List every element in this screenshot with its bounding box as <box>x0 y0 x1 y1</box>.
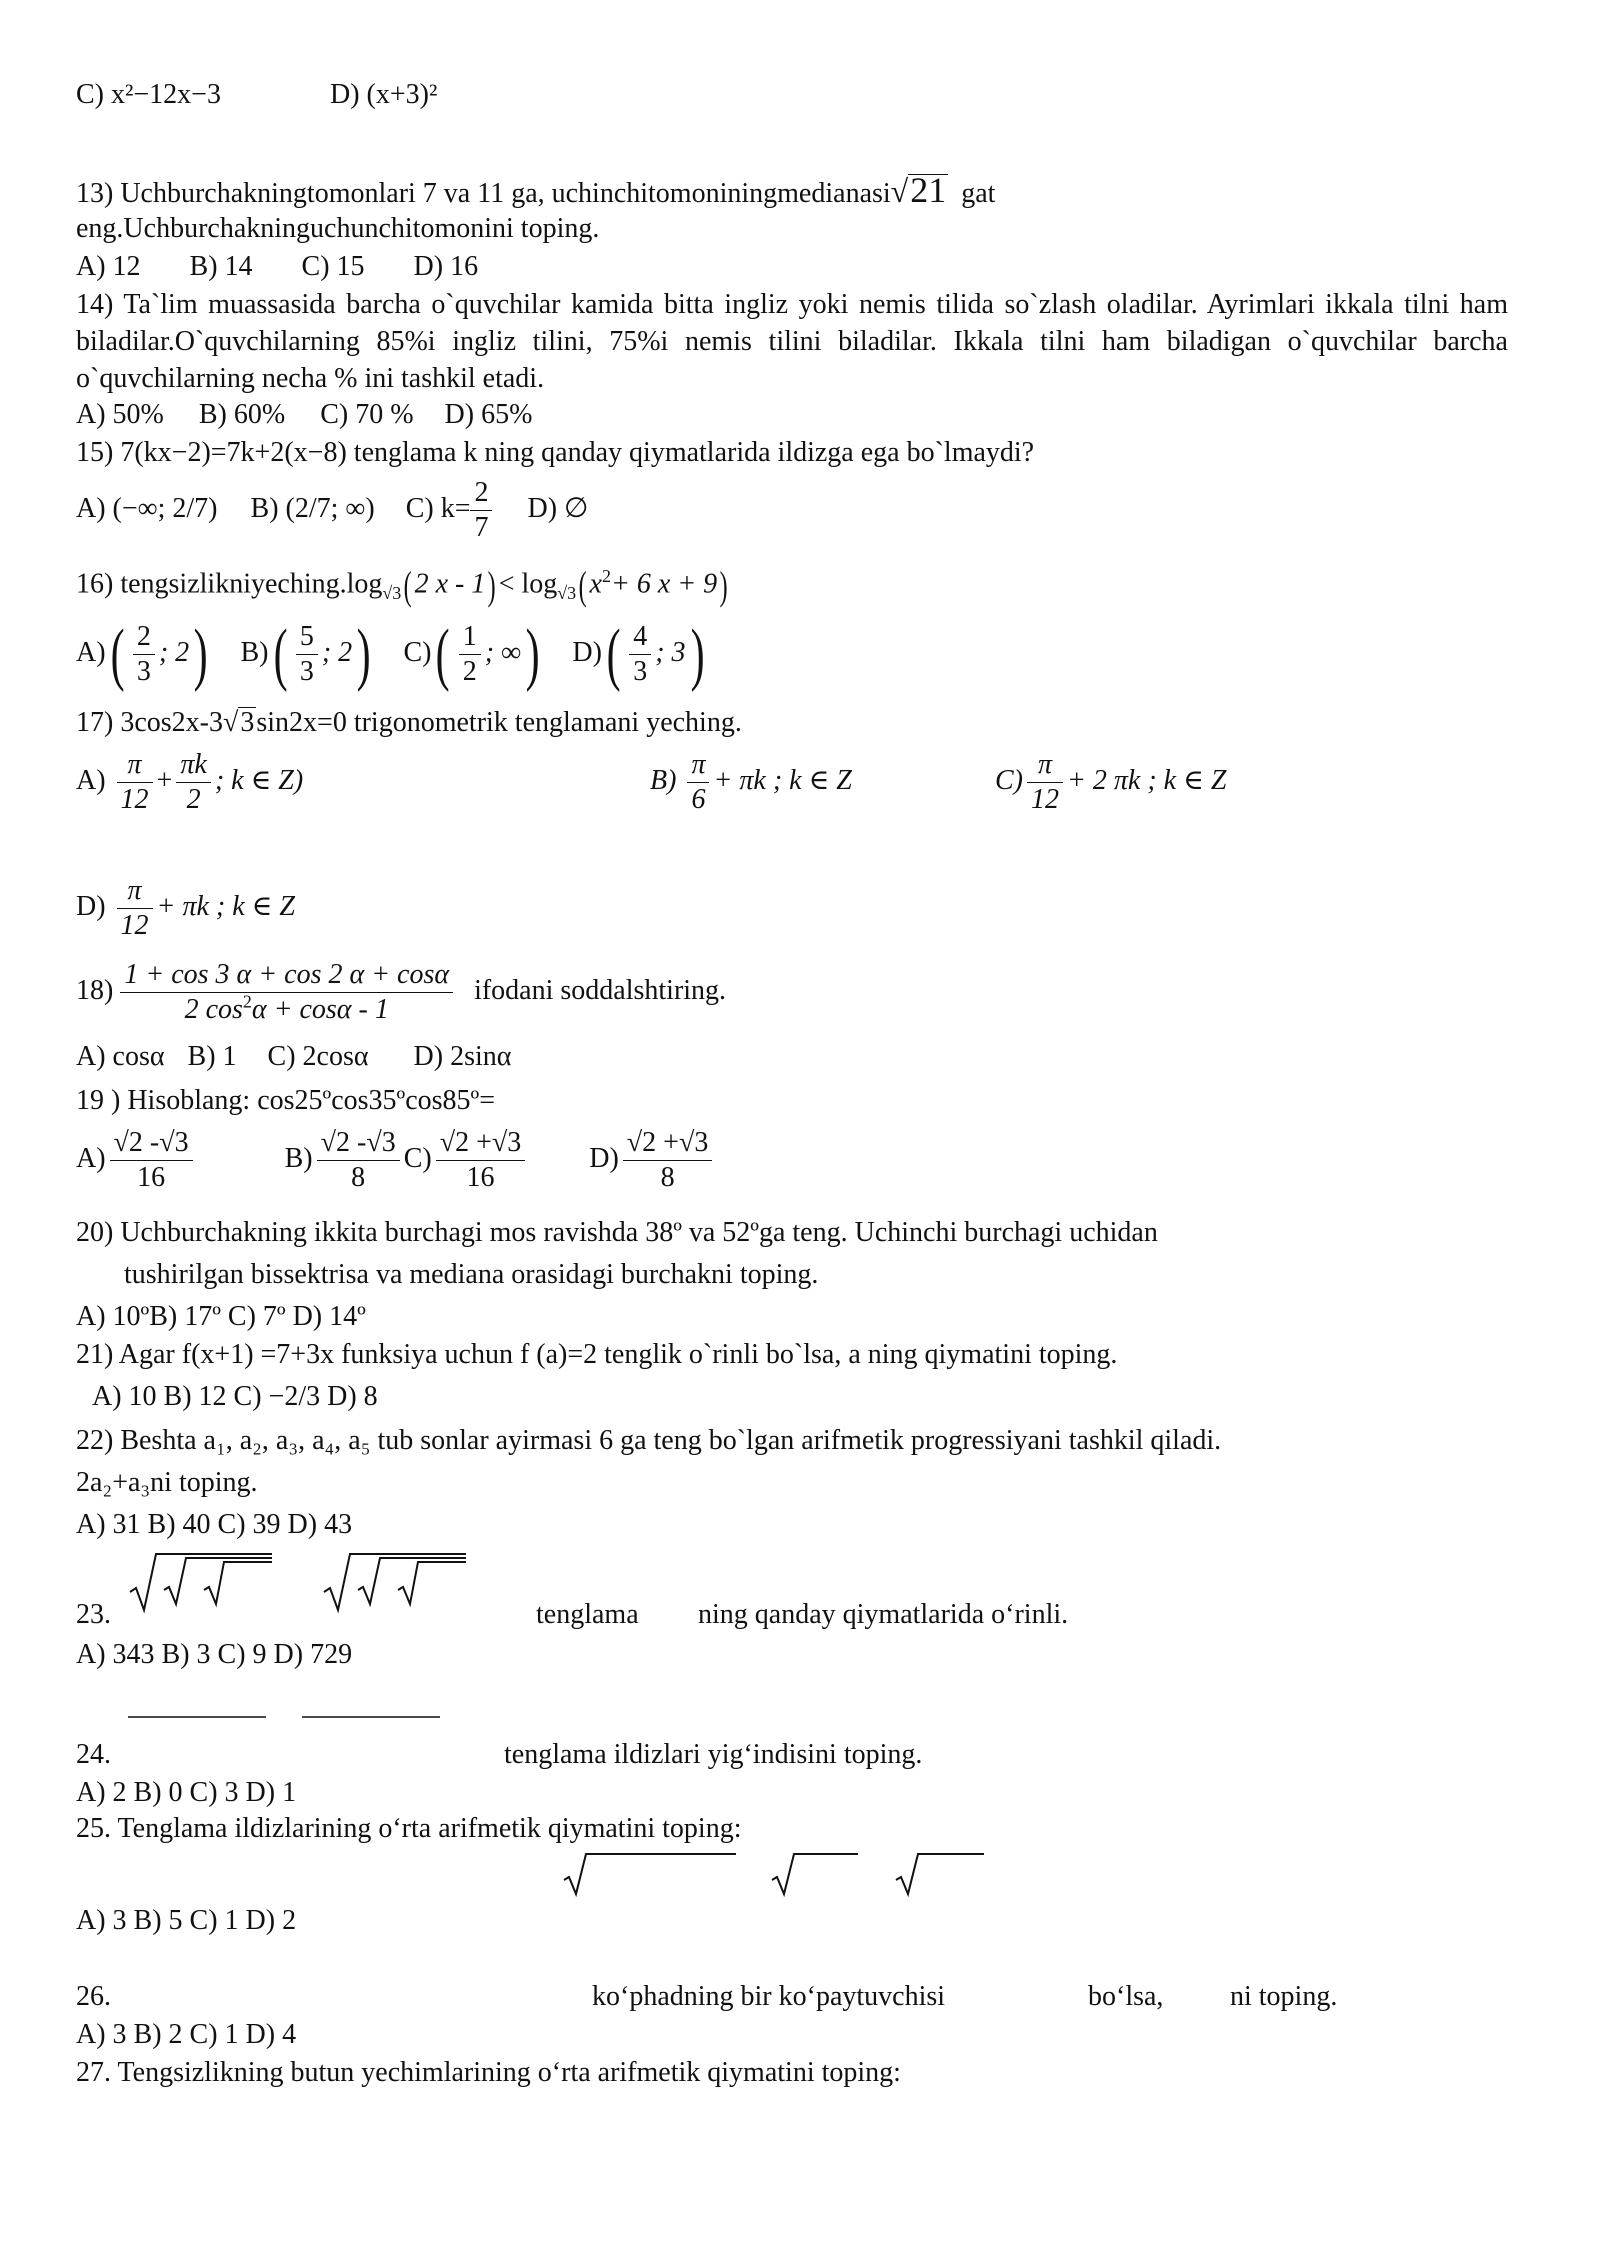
q17-question: 17) 3cos2x-3√3sin2x=0 trigonometrik tenglamani yeching. <box>76 707 742 738</box>
q23-label: 23. <box>76 1599 111 1630</box>
q25-question: 25. Tenglama ildizlarining o‘rta arifmetik qiymatini toping: <box>76 1813 742 1844</box>
q24-fraction-bars <box>128 1712 448 1722</box>
q12-option-c: C) x²−12x−3 <box>76 79 221 110</box>
q27-question: 27. Tengsizlikning butun yechimlarining o‘rta arifmetik qiymatini toping: <box>76 2057 901 2088</box>
q18-options: A) cosα B) 1 C) 2cosα D) 2sinα <box>76 1041 512 1072</box>
q13-question: 13) Uchburchakningtomonlari 7 va 11 ga, uchinchitomoniningmedianasi√21 gat <box>76 170 996 210</box>
q20-line2: tushirilgan bissektrisa va mediana orasidagi burchakni toping. <box>124 1259 819 1290</box>
q24-label: 24. <box>76 1739 111 1770</box>
q21-question: 21) Agar f(x+1) =7+3x funksiya uchun f (a)=2 tenglik o`rinli bo`lsa, a ning qiymatini toping. <box>76 1339 1118 1370</box>
q13-line2: eng.Uchburchakninguchunchitomonini toping. <box>76 213 600 244</box>
q23-nested-radicals <box>126 1548 476 1618</box>
q19-question: 19 ) Hisoblang: cos25ºcos35ºcos85º= <box>76 1085 496 1116</box>
q22-question: 22) Beshta a₁, a₂, a₃, a₄, a₅ tub sonlar ayirmasi 6 ga teng bo`lgan arifmetik progressiyani tashkil qiladi. <box>76 1425 1222 1456</box>
q20-line1: 20) Uchburchakning ikkita burchagi mos ravishda 38º va 52ºga teng. Uchinchi burchagi uchidan <box>76 1217 1158 1248</box>
q20-options: A) 10ºB) 17º C) 7º D) 14º <box>76 1301 366 1332</box>
q16-options: A)( $\frac{2}{3}$ ; 2) B)( $\frac{5}{3}$ ; 2) C)( $\frac{1}{2}$ ; ∞) D)( $\frac{4}{3}$ ; 3) <box>76 615 705 693</box>
q24-options: A) 2 B) 0 C) 3 D) 1 <box>76 1777 297 1808</box>
q26-options: A) 3 B) 2 C) 1 D) 4 <box>76 2019 297 2050</box>
q26-mid: ko‘phadning bir ko‘paytuvchisi <box>592 1981 946 2012</box>
q25-options: A) 3 B) 5 C) 1 D) 2 <box>76 1905 297 1936</box>
q23-options: A) 343 B) 3 C) 9 D) 729 <box>76 1639 353 1670</box>
q15-question: 15) 7(kx−2)=7k+2(x−8) tenglama k ning qanday qiymatlarida ildizga ega bo`lmaydi? <box>76 437 1035 468</box>
q13-options: A) 12 B) 14 C) 15 D) 16 <box>76 251 479 282</box>
q16-question: 16) $tengsizlikniyeching.\log_{√3}(2$ $x - 1)< \log_{√3}(x^2+ 6$ x + 9) <box>76 563 728 608</box>
q21-options: A) 10 B) 12 C) −2/3 D) 8 <box>92 1381 378 1412</box>
q23-tail: ning qanday qiymatlarida o‘rinli. <box>698 1599 1069 1630</box>
q22-line2: 2a₂+a₃ni toping. <box>76 1467 258 1498</box>
q14-question: 14) Ta`lim muassasida barcha o`quvchilar kamida bitta ingliz yoki nemis tilida so`zlash oladilar. Ayrimlari ikkala tilni ham biladilar.O`quvchilarning 85%i ingliz tilini, 75%i nemis tilini biladilar. Ikkala tilni ham biladigan o`quvchilar barcha o`quvchilarning necha % ini tashkil etadi. <box>76 289 1508 394</box>
q12-option-d: D) (x+3)² <box>329 79 438 110</box>
q14-options: A) 50% B) 60% C) 70 % D) 65% <box>76 399 533 430</box>
q19-options: A) $\frac{√2 -√3}{16}$ B) $\frac{√2 -√3}{8}$ C) $\frac{√2 +√3}{16}$ D) $\frac{√2 +√3}{8}$ <box>76 1126 716 1195</box>
sqrt-sign: √ <box>890 173 909 209</box>
q17-option-a: A) $\frac{\pi}{12}$ + $\frac{\pi k}{2}$ ; k ∈ Z) <box>76 749 304 815</box>
q18-question: 18) $\frac{1 + \cos 3 \alpha + \cos 2 \alpha + \cos\alpha}{2 \cos^2\alpha + \cos\alpha - 1}$ ifodani soddalshtiring. <box>76 959 727 1025</box>
q17-option-d: D) $\frac{\pi}{12}$ + πk ; k ∈ Z <box>76 875 295 941</box>
q23-mid: tenglama <box>536 1599 639 1630</box>
q17-option-c: C) $\frac{\pi}{12}$ + 2 πk ; k ∈ Z <box>995 749 1227 815</box>
q25-radicals <box>560 1850 990 1900</box>
q26-mid2: bo‘lsa, <box>1088 1981 1164 2012</box>
q15-options: A) (−∞; 2/7) B) (2/7; ∞) C) k= $\frac{2}{7}$ D) ∅ <box>76 477 589 543</box>
q26-label: 26. <box>76 1981 111 2012</box>
q26-tail: ni toping. <box>1230 1981 1338 2012</box>
q24-tail: tenglama ildizlari yig‘indisini toping. <box>504 1739 923 1770</box>
q22-options: A) 31 B) 40 C) 39 D) 43 <box>76 1509 353 1540</box>
q16-base-2: √3 <box>557 583 577 604</box>
q17-option-b: B) $\frac{\pi}{6}$ + πk ; k ∈ Z <box>650 749 852 815</box>
q12-options <box>76 78 437 112</box>
